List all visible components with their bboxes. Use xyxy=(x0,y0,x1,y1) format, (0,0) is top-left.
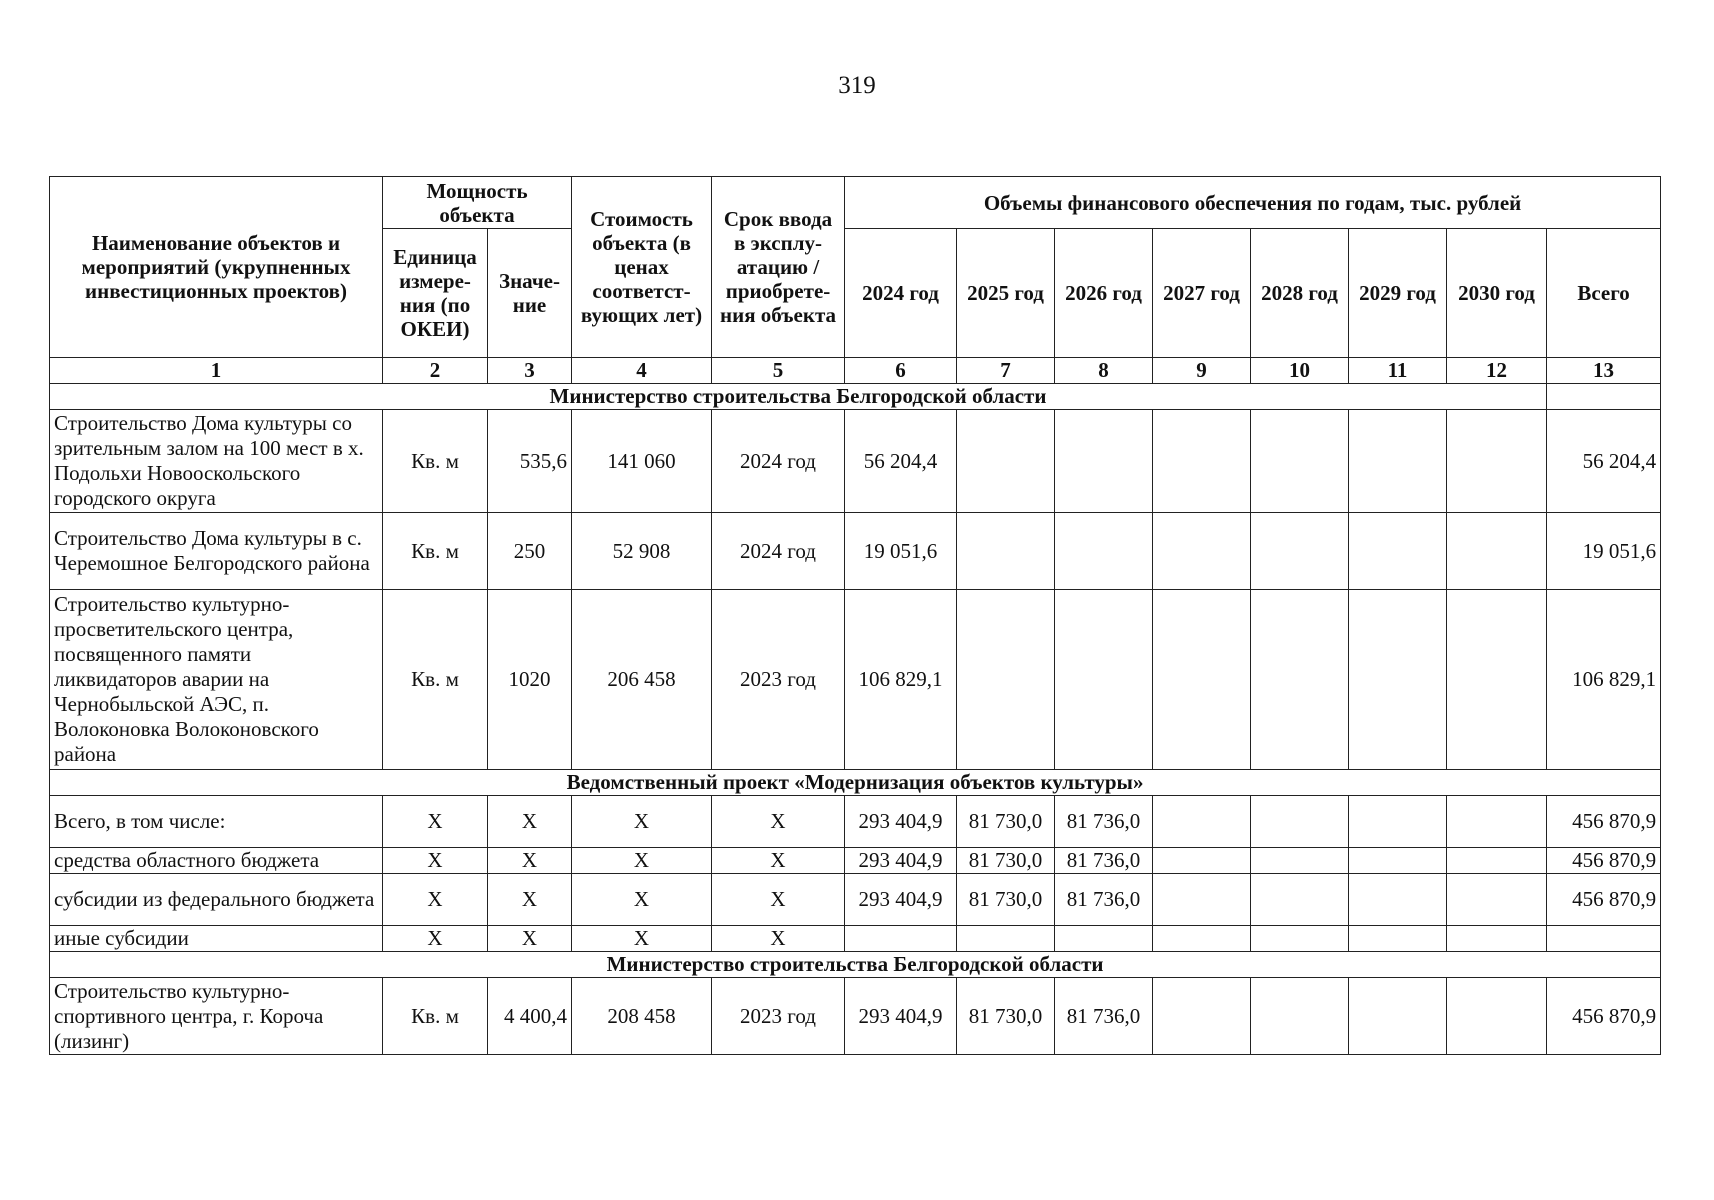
amount-2029 xyxy=(1349,796,1447,848)
amount-2030 xyxy=(1447,926,1547,952)
amount-2025: 81 730,0 xyxy=(957,874,1055,926)
amount-2026: 81 736,0 xyxy=(1055,848,1153,874)
amount-2027 xyxy=(1153,926,1251,952)
amount-total: 456 870,9 xyxy=(1547,796,1661,848)
amount-total xyxy=(1547,926,1661,952)
amount-2025 xyxy=(957,590,1055,770)
amount-2026: 81 736,0 xyxy=(1055,978,1153,1055)
amount-2029 xyxy=(1349,874,1447,926)
header-capacity: Мощность объекта xyxy=(383,177,572,229)
table-row xyxy=(50,874,1661,926)
commission-cell: Х xyxy=(712,926,845,952)
cost-cell: 208 458 xyxy=(572,978,712,1055)
value-cell: 1020 xyxy=(488,590,572,770)
amount-2024: 19 051,6 xyxy=(845,513,957,590)
amount-2024: 293 404,9 xyxy=(845,874,957,926)
commission-cell: 2024 год xyxy=(712,410,845,513)
header-unit: Единица измере-ния (по ОКЕИ) xyxy=(383,229,488,358)
header-value: Значе-ние xyxy=(488,229,572,358)
investment-projects-table xyxy=(49,176,1661,1055)
amount-2025 xyxy=(957,513,1055,590)
header-cost: Стоимость объекта (в ценах соответст-вующих лет) xyxy=(572,177,712,358)
amount-2026 xyxy=(1055,410,1153,513)
amount-2028 xyxy=(1251,796,1349,848)
table-row xyxy=(50,926,1661,952)
amount-2026 xyxy=(1055,590,1153,770)
amount-2024: 293 404,9 xyxy=(845,978,957,1055)
value-cell: Х xyxy=(488,848,572,874)
amount-2030 xyxy=(1447,848,1547,874)
column-number: 2 xyxy=(383,358,488,384)
cost-cell: Х xyxy=(572,848,712,874)
amount-2029 xyxy=(1349,978,1447,1055)
header-row-top xyxy=(50,177,1661,229)
amount-2024: 293 404,9 xyxy=(845,848,957,874)
column-number: 8 xyxy=(1055,358,1153,384)
amount-2025 xyxy=(957,926,1055,952)
amount-2026: 81 736,0 xyxy=(1055,874,1153,926)
amount-2029 xyxy=(1349,513,1447,590)
object-name: Строительство культурно-просветительского центра, посвященного памяти ликвидаторов аварии на Чернобыльской АЭС, п. Волоконовка Волоконовского района xyxy=(50,590,383,770)
section-ministry-row xyxy=(50,952,1661,978)
table-row xyxy=(50,410,1661,513)
amount-total: 456 870,9 xyxy=(1547,848,1661,874)
column-number: 4 xyxy=(572,358,712,384)
amount-2030 xyxy=(1447,978,1547,1055)
unit-cell: Х xyxy=(383,874,488,926)
amount-2024 xyxy=(845,926,957,952)
object-name: иные субсидии xyxy=(50,926,383,952)
unit-cell: Х xyxy=(383,926,488,952)
commission-cell: 2023 год xyxy=(712,978,845,1055)
cost-cell: 141 060 xyxy=(572,410,712,513)
amount-2024: 293 404,9 xyxy=(845,796,957,848)
table-row xyxy=(50,978,1661,1055)
header-name: Наименование объектов и мероприятий (укрупненных инвестиционных проектов) xyxy=(50,177,383,358)
column-number: 3 xyxy=(488,358,572,384)
amount-2027 xyxy=(1153,848,1251,874)
value-cell: 250 xyxy=(488,513,572,590)
amount-2028 xyxy=(1251,513,1349,590)
amount-2030 xyxy=(1447,513,1547,590)
column-number: 10 xyxy=(1251,358,1349,384)
amount-2024: 106 829,1 xyxy=(845,590,957,770)
amount-2030 xyxy=(1447,796,1547,848)
section-title: Министерство строительства Белгородской области xyxy=(50,384,1547,410)
section-title: Ведомственный проект «Модернизация объектов культуры» xyxy=(50,770,1661,796)
amount-2027 xyxy=(1153,796,1251,848)
commission-cell: 2024 год xyxy=(712,513,845,590)
section-project-row xyxy=(50,770,1661,796)
header-2024: 2024 год xyxy=(845,229,957,358)
object-name: Строительство Дома культуры со зрительным залом на 100 мест в х. Подольхи Новооскольского городского округа xyxy=(50,410,383,513)
commission-cell: Х xyxy=(712,874,845,926)
cost-cell: Х xyxy=(572,926,712,952)
header-2029: 2029 год xyxy=(1349,229,1447,358)
amount-2026 xyxy=(1055,513,1153,590)
amount-2027 xyxy=(1153,978,1251,1055)
amount-2028 xyxy=(1251,410,1349,513)
table-row xyxy=(50,513,1661,590)
column-numbers-row xyxy=(50,358,1661,384)
header-funding: Объемы финансового обеспечения по годам, тыс. рублей xyxy=(845,177,1661,229)
amount-total: 19 051,6 xyxy=(1547,513,1661,590)
amount-2028 xyxy=(1251,874,1349,926)
table-row xyxy=(50,590,1661,770)
amount-2029 xyxy=(1349,848,1447,874)
header-commission: Срок ввода в эксплу-атацию / приобрете-ния объекта xyxy=(712,177,845,358)
header-2025: 2025 год xyxy=(957,229,1055,358)
amount-total: 56 204,4 xyxy=(1547,410,1661,513)
value-cell: Х xyxy=(488,874,572,926)
column-number: 13 xyxy=(1547,358,1661,384)
amount-2028 xyxy=(1251,978,1349,1055)
amount-2026: 81 736,0 xyxy=(1055,796,1153,848)
amount-2024: 56 204,4 xyxy=(845,410,957,513)
header-2028: 2028 год xyxy=(1251,229,1349,358)
amount-2030 xyxy=(1447,874,1547,926)
column-number: 12 xyxy=(1447,358,1547,384)
section-title: Министерство строительства Белгородской области xyxy=(50,952,1661,978)
value-cell: 4 400,4 xyxy=(488,978,572,1055)
amount-2027 xyxy=(1153,590,1251,770)
commission-cell: Х xyxy=(712,796,845,848)
amount-2027 xyxy=(1153,410,1251,513)
object-name: средства областного бюджета xyxy=(50,848,383,874)
amount-2025 xyxy=(957,410,1055,513)
table-row xyxy=(50,796,1661,848)
section-empty-cell xyxy=(1547,384,1661,410)
amount-2026 xyxy=(1055,926,1153,952)
amount-total: 106 829,1 xyxy=(1547,590,1661,770)
section-ministry-row xyxy=(50,384,1661,410)
column-number: 11 xyxy=(1349,358,1447,384)
unit-cell: Х xyxy=(383,796,488,848)
cost-cell: 52 908 xyxy=(572,513,712,590)
unit-cell: Кв. м xyxy=(383,513,488,590)
column-number: 6 xyxy=(845,358,957,384)
header-total: Всего xyxy=(1547,229,1661,358)
amount-2027 xyxy=(1153,513,1251,590)
column-number: 5 xyxy=(712,358,845,384)
cost-cell: Х xyxy=(572,796,712,848)
amount-2030 xyxy=(1447,410,1547,513)
amount-total: 456 870,9 xyxy=(1547,978,1661,1055)
column-number: 9 xyxy=(1153,358,1251,384)
object-name: субсидии из федерального бюджета xyxy=(50,874,383,926)
amount-2030 xyxy=(1447,590,1547,770)
amount-2029 xyxy=(1349,410,1447,513)
unit-cell: Кв. м xyxy=(383,410,488,513)
commission-cell: 2023 год xyxy=(712,590,845,770)
unit-cell: Кв. м xyxy=(383,590,488,770)
amount-2025: 81 730,0 xyxy=(957,796,1055,848)
unit-cell: Кв. м xyxy=(383,978,488,1055)
cost-cell: 206 458 xyxy=(572,590,712,770)
unit-cell: Х xyxy=(383,848,488,874)
cost-cell: Х xyxy=(572,874,712,926)
object-name: Строительство культурно-спортивного центра, г. Короча (лизинг) xyxy=(50,978,383,1055)
amount-2029 xyxy=(1349,926,1447,952)
amount-2025: 81 730,0 xyxy=(957,848,1055,874)
page-number: 319 xyxy=(838,72,876,99)
table-row xyxy=(50,848,1661,874)
amount-2028 xyxy=(1251,848,1349,874)
commission-cell: Х xyxy=(712,848,845,874)
object-name: Всего, в том числе: xyxy=(50,796,383,848)
value-cell: Х xyxy=(488,796,572,848)
header-2027: 2027 год xyxy=(1153,229,1251,358)
amount-total: 456 870,9 xyxy=(1547,874,1661,926)
amount-2029 xyxy=(1349,590,1447,770)
object-name: Строительство Дома культуры в с. Черемошное Белгородского района xyxy=(50,513,383,590)
amount-2028 xyxy=(1251,926,1349,952)
column-number: 1 xyxy=(50,358,383,384)
column-number: 7 xyxy=(957,358,1055,384)
amount-2027 xyxy=(1153,874,1251,926)
header-2030: 2030 год xyxy=(1447,229,1547,358)
value-cell: 535,6 xyxy=(488,410,572,513)
amount-2028 xyxy=(1251,590,1349,770)
value-cell: Х xyxy=(488,926,572,952)
amount-2025: 81 730,0 xyxy=(957,978,1055,1055)
header-2026: 2026 год xyxy=(1055,229,1153,358)
